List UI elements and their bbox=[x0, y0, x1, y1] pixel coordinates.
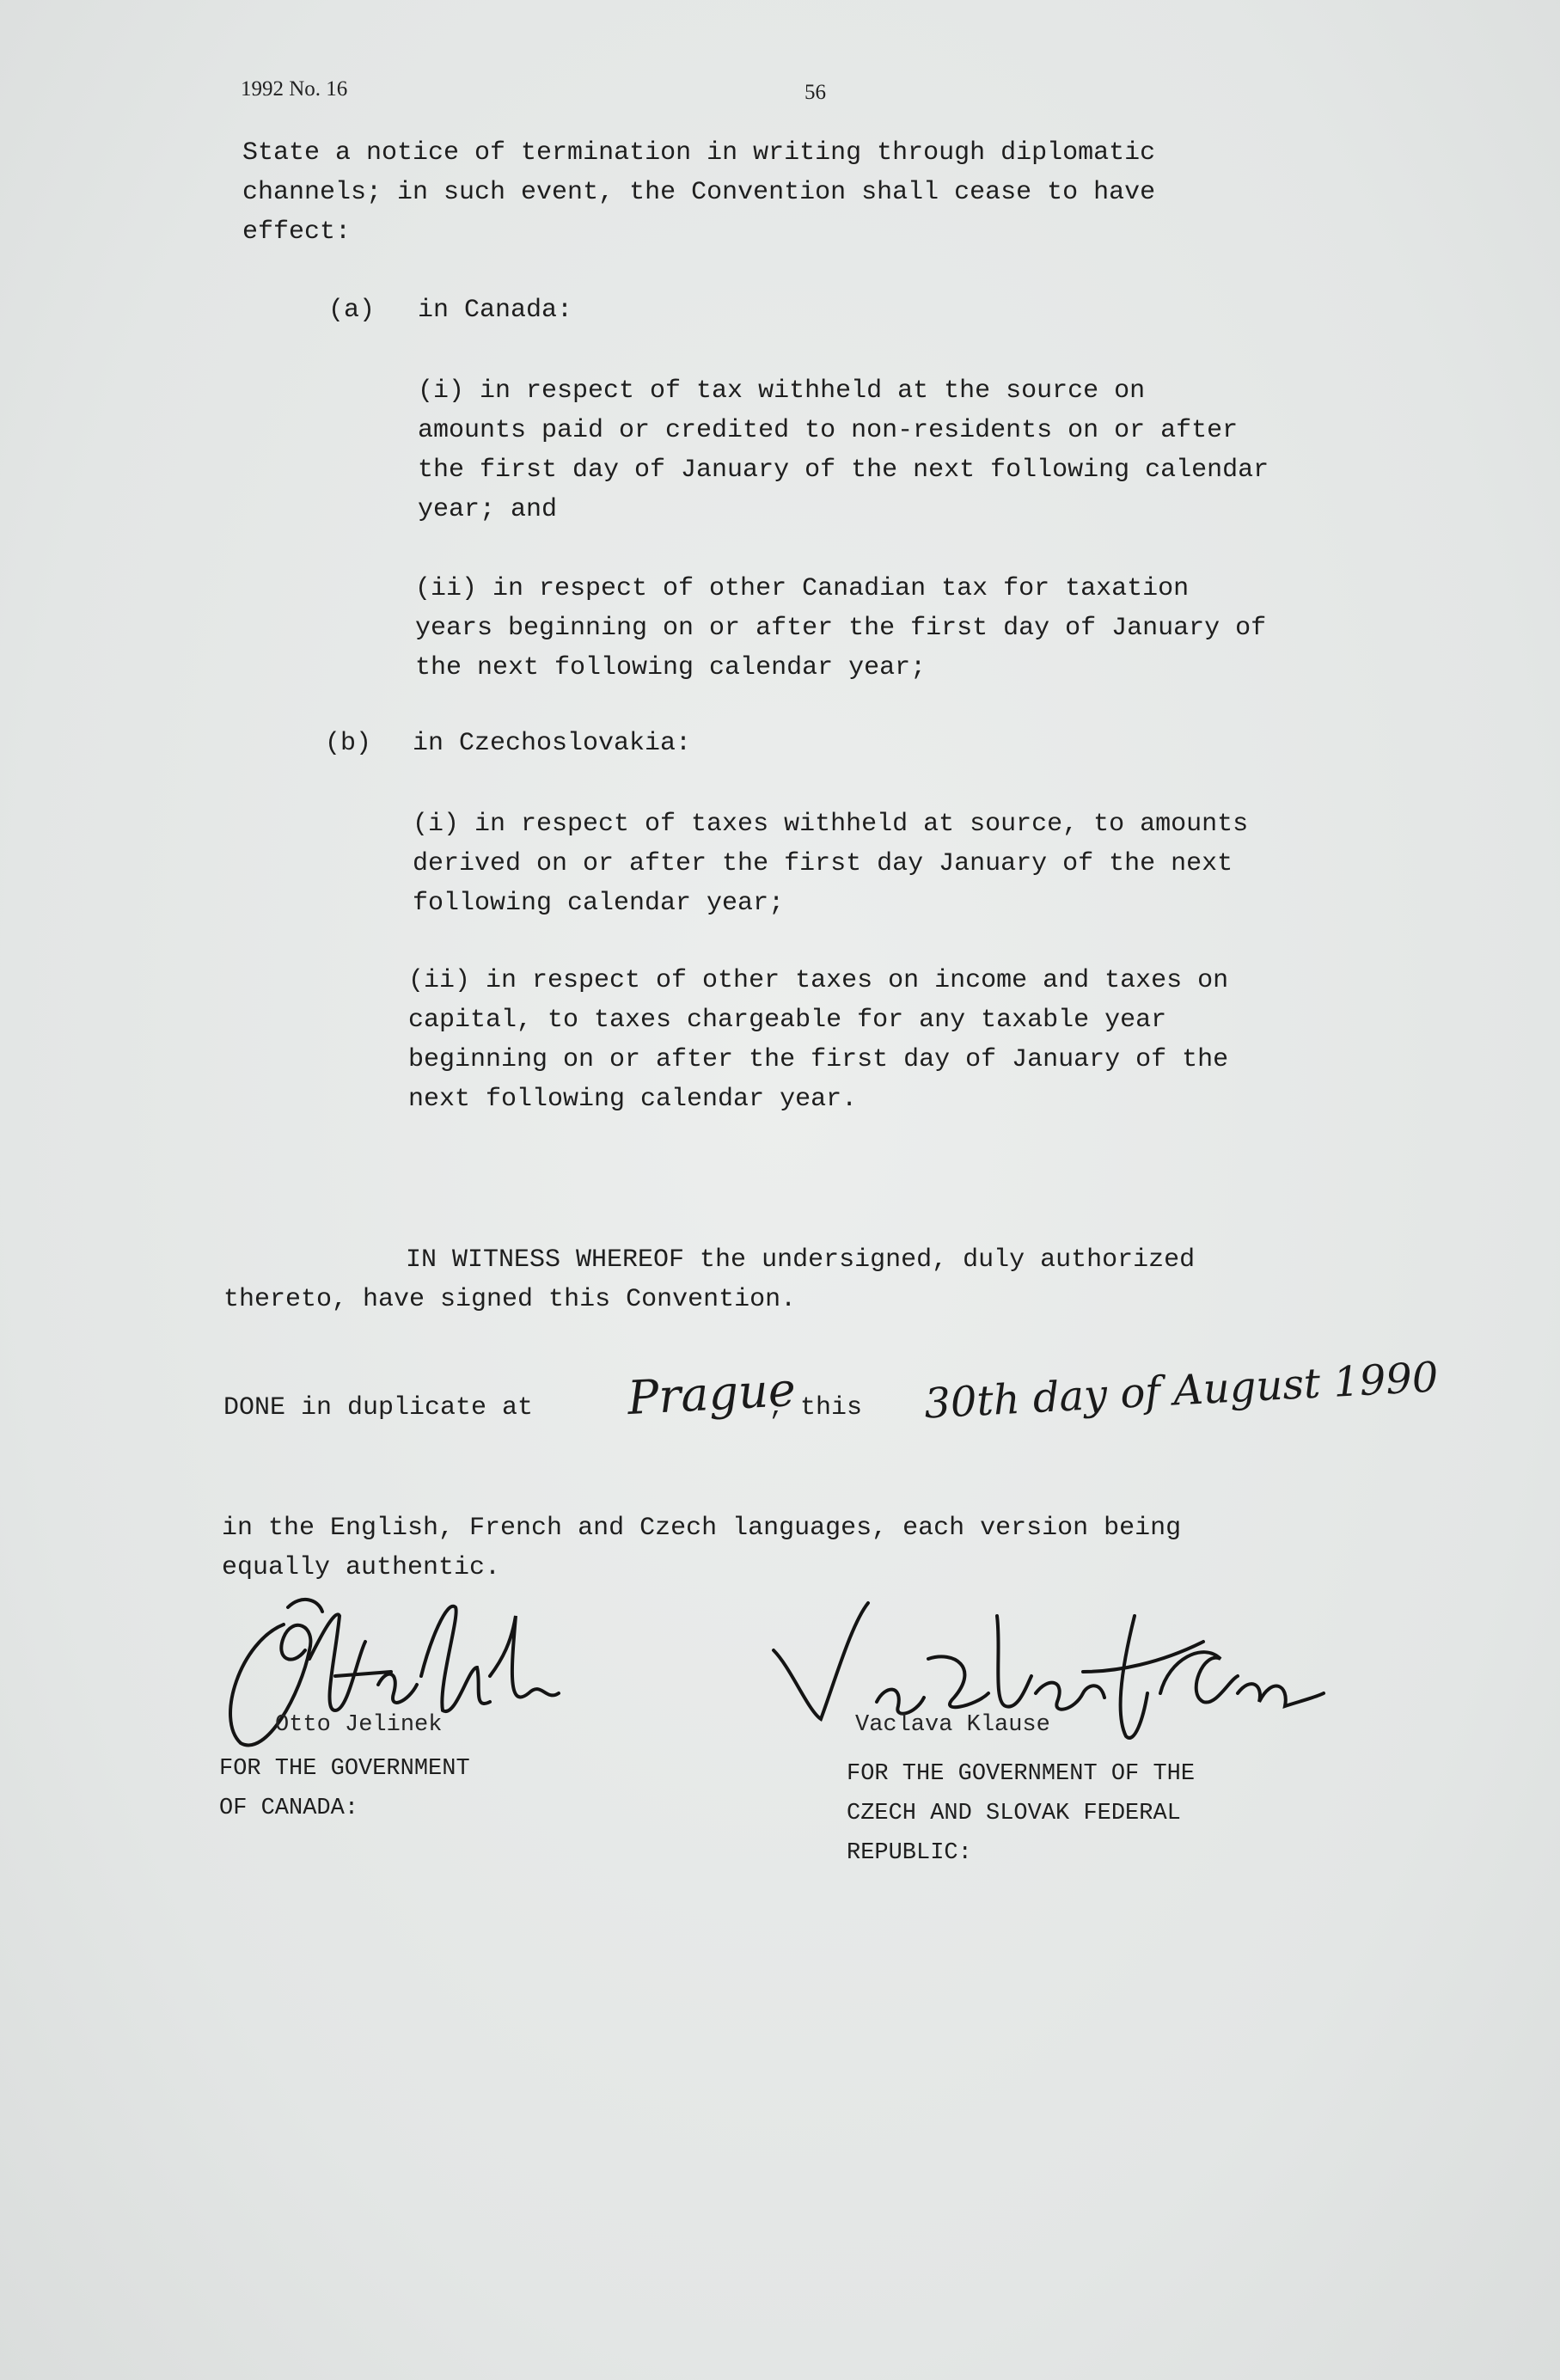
termination-intro: State a notice of termination in writing through diplomatic channels; in such event, the Convention shall cease to have effect: bbox=[242, 138, 1156, 247]
clause-b-heading: in Czechoslovakia: bbox=[413, 729, 692, 758]
done-this: , this bbox=[769, 1393, 863, 1422]
signatory-name-czechoslovakia: Vaclava Klause bbox=[855, 1712, 1050, 1738]
clause-b-i: (i) in respect of taxes withheld at source, to amounts derived on or after the first day January of the next following calendar year; bbox=[413, 810, 1249, 918]
clause-b-label: (b) bbox=[325, 729, 372, 758]
document-citation: 1992 No. 16 bbox=[241, 77, 348, 101]
clause-b-ii: (ii) in respect of other taxes on income and taxes on capital, to taxes chargeable for any taxable year beginning on or after the first day of January of the next following calendar year. bbox=[408, 966, 1229, 1114]
page-number: 56 bbox=[804, 81, 826, 104]
signatory-name-canada: Otto Jelinek bbox=[275, 1712, 443, 1738]
handwritten-date: 30th day of August 1990 bbox=[922, 1353, 1440, 1429]
clause-a-i: (i) in respect of tax withheld at the source on amounts paid or credited to non-residents on or after the first day of January of the next following calendar year; and bbox=[418, 376, 1269, 524]
clause-a-heading: in Canada: bbox=[418, 296, 573, 325]
handwritten-place: Prague bbox=[626, 1361, 798, 1426]
signatory-title-canada: FOR THE GOVERNMENT OF CANADA: bbox=[219, 1756, 470, 1821]
signatory-title-czechoslovakia: FOR THE GOVERNMENT OF THE CZECH AND SLOVAK FEDERAL REPUBLIC: bbox=[847, 1761, 1196, 1866]
clause-a-label: (a) bbox=[328, 296, 376, 325]
languages-clause: in the English, French and Czech languages, each version being equally authentic. bbox=[222, 1514, 1182, 1582]
done-prefix: DONE in duplicate at bbox=[223, 1393, 534, 1422]
clause-a-ii: (ii) in respect of other Canadian tax for taxation years beginning on or after the first day of January of the next following calendar year; bbox=[415, 574, 1267, 682]
witness-clause: IN WITNESS WHEREOF the undersigned, duly authorized thereto, have signed this Convention. bbox=[223, 1245, 1196, 1314]
